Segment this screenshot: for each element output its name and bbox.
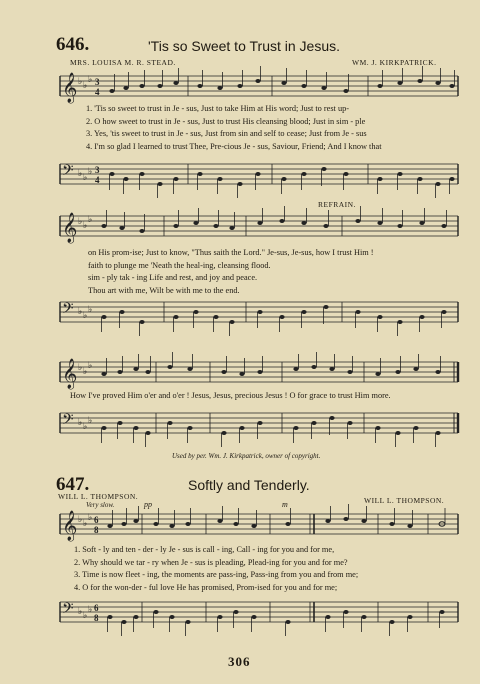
svg-text:𝄞: 𝄞 — [62, 359, 78, 389]
svg-text:♭: ♭ — [78, 606, 83, 616]
hymn-647-words-credit: WILL L. THOMPSON. — [58, 492, 139, 501]
svg-text:𝄢: 𝄢 — [62, 300, 74, 321]
hymn-647-music-credit: WILL L. THOMPSON. — [364, 496, 445, 505]
music-staff-bass — [60, 596, 460, 634]
music-staff-bass — [60, 407, 460, 445]
hymn-647-title: Softly and Tenderly. — [188, 477, 310, 493]
verse-line: 1. 'Tis so sweet to trust in Je - sus, Just to take Him at His word; Just to rest up- — [86, 104, 350, 113]
svg-text:8: 8 — [94, 613, 99, 623]
svg-text:♭: ♭ — [88, 415, 93, 425]
svg-text:♭: ♭ — [78, 76, 83, 86]
verse-line: 1. Soft - ly and ten - der - ly Je - sus is call - ing, Call - ing for you and for me, — [74, 545, 335, 554]
svg-text:6: 6 — [94, 515, 99, 525]
verse-line: on His prom-ise; Just to know, "Thus saith the Lord." Je-sus, Je-sus, how I trust Him ! — [88, 248, 374, 257]
svg-text:6: 6 — [94, 603, 99, 613]
svg-text:𝄢: 𝄢 — [62, 600, 74, 621]
music-staff-treble — [60, 210, 460, 248]
svg-text:♭: ♭ — [83, 80, 88, 90]
svg-text:♭: ♭ — [88, 304, 93, 314]
music-staff-treble — [60, 356, 460, 394]
svg-text:♭: ♭ — [78, 514, 83, 524]
hymn-646-title: 'Tis so Sweet to Trust in Jesus. — [148, 38, 341, 54]
verse-line: Thou art with me, Wilt be with me to the end. — [88, 285, 240, 295]
dynamic-pp: pp — [144, 500, 152, 509]
svg-text:𝄢: 𝄢 — [62, 411, 74, 432]
svg-text:♭: ♭ — [83, 220, 88, 230]
hymn-647-verses — [74, 544, 358, 594]
hymn-646-words-credit: MRS. LOUISA M. R. STEAD. — [70, 58, 176, 67]
music-staff-treble — [60, 508, 460, 546]
verse-line: 4. O for the won-der - ful love He has promised, Prom-ised for you and for me; — [74, 582, 338, 592]
verse-line: 2. Why should we tar - ry when Je - sus is pleading, Plead-ing for you and for me? — [74, 557, 348, 567]
tempo-marking: Very slow. — [86, 501, 115, 509]
verse-line: 2. O how sweet to trust in Je - sus, Just to trust His cleansing blood; Just in sim - ple — [86, 116, 366, 126]
svg-text:𝄞: 𝄞 — [62, 213, 78, 243]
svg-text:♭: ♭ — [88, 512, 93, 522]
music-staff-bass — [60, 296, 460, 334]
page-number: 306 — [228, 654, 251, 669]
verse-line: 4. I'm so glad I learned to trust Thee, Pre-cious Je - sus, Saviour, Friend; And I know that — [86, 141, 382, 151]
verse-line: sim - ply tak - ing Life and rest, and joy and peace. — [88, 273, 258, 283]
svg-text:♭: ♭ — [83, 366, 88, 376]
svg-text:𝄞: 𝄞 — [62, 73, 78, 103]
hymn-646-music-credit: WM. J. KIRKPATRICK. — [352, 58, 437, 67]
svg-text:♭: ♭ — [88, 166, 93, 176]
svg-text:𝄞: 𝄞 — [62, 511, 78, 541]
svg-text:♭: ♭ — [83, 518, 88, 528]
verse-line: 3. Time is now fleet - ing, the moments are pass-ing, Pass-ing from you and from me; — [74, 570, 359, 580]
svg-text:♭: ♭ — [83, 172, 88, 182]
svg-text:♭: ♭ — [78, 417, 83, 427]
verse-line: 3. Yes, 'tis sweet to trust in Je - sus, Just from sin and self to cease; Just from Je - sus — [86, 129, 367, 139]
svg-text:3: 3 — [95, 165, 100, 175]
refrain-label: REFRAIN. — [318, 200, 356, 209]
svg-text:♭: ♭ — [78, 168, 83, 178]
svg-text:♭: ♭ — [88, 360, 93, 370]
svg-text:♭: ♭ — [78, 216, 83, 226]
svg-text:4: 4 — [95, 175, 100, 185]
svg-text:4: 4 — [95, 87, 100, 97]
svg-text:♭: ♭ — [83, 610, 88, 620]
svg-text:♭: ♭ — [78, 362, 83, 372]
hymn-646-verses — [86, 103, 382, 153]
svg-text:♭: ♭ — [88, 604, 93, 614]
svg-text:♭: ♭ — [83, 421, 88, 431]
music-staff-bass — [60, 158, 460, 196]
svg-text:♭: ♭ — [88, 214, 93, 224]
verse-line: faith to plunge me 'Neath the heal-ing, cleansing flood. — [88, 260, 271, 270]
hymn-646-continuation — [88, 247, 374, 297]
refrain-lyric: How I've proved Him o'er and o'er ! Jesus, Jesus, precious Jesus ! O for grace to trust Him more. — [70, 391, 391, 400]
dynamic-m: m — [282, 500, 288, 509]
hymn-646-number: 646. — [56, 34, 90, 55]
svg-text:𝄢: 𝄢 — [62, 162, 74, 183]
copyright-note: Used by per. Wm. J. Kirkpatrick, owner of copyright. — [172, 452, 321, 460]
svg-text:3: 3 — [95, 77, 100, 87]
hymn-647-number: 647. — [56, 474, 90, 495]
svg-text:♭: ♭ — [88, 74, 93, 84]
svg-text:♭: ♭ — [83, 310, 88, 320]
svg-text:♭: ♭ — [78, 306, 83, 316]
svg-text:8: 8 — [94, 525, 99, 535]
